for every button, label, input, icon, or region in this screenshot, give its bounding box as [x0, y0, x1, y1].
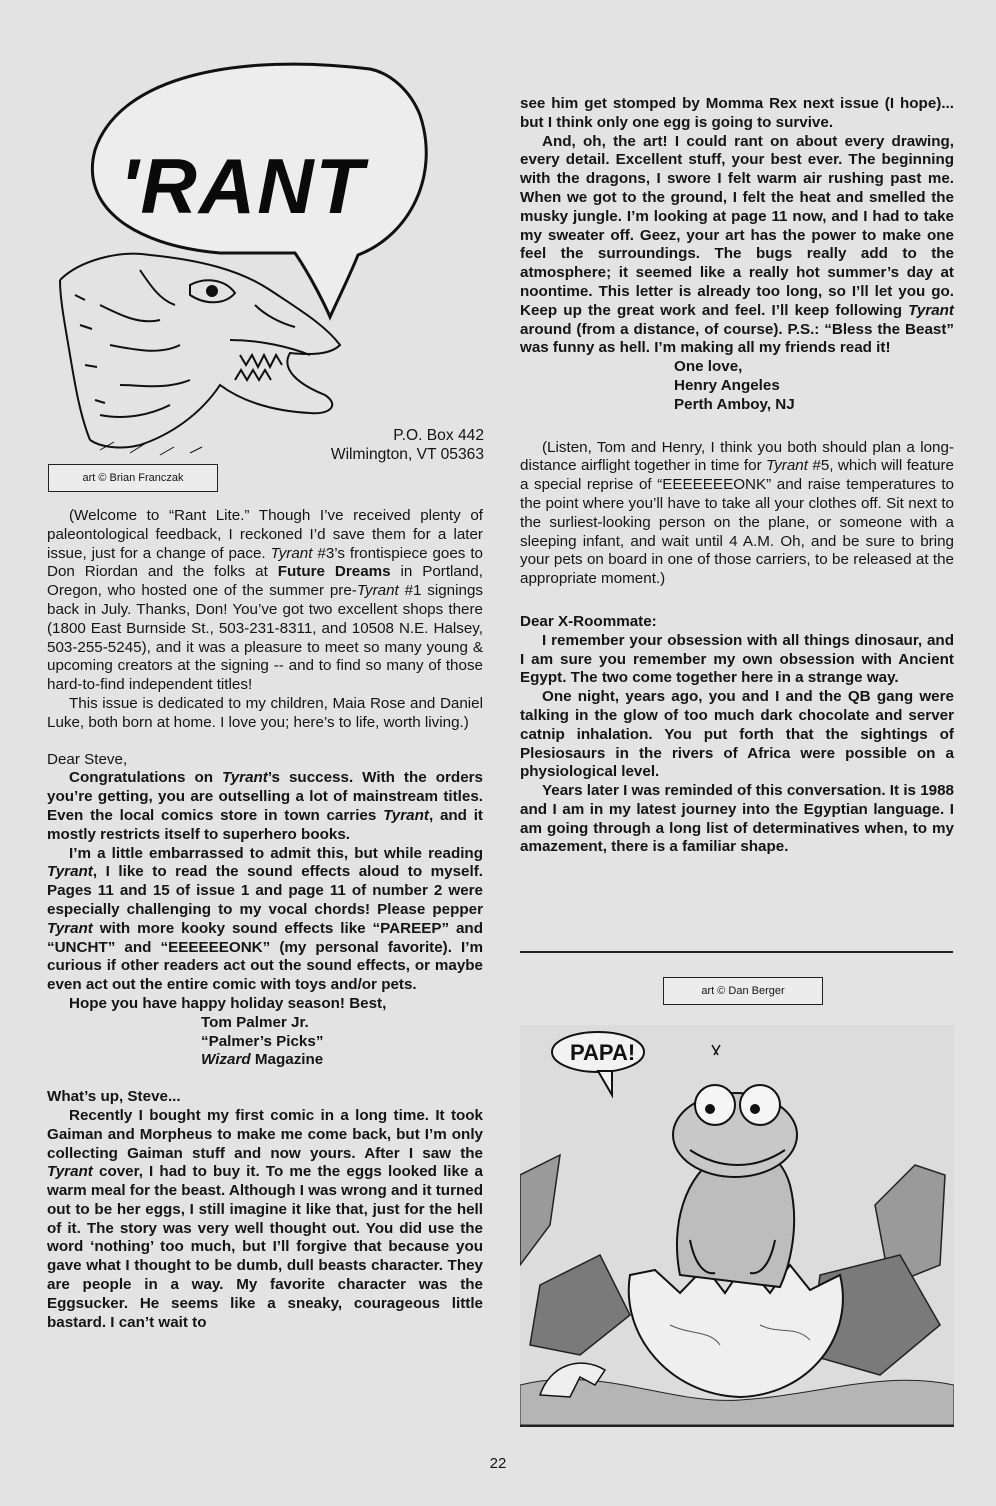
letter1-paragraph-1	[47, 769, 483, 844]
magazine-word: Magazine	[250, 1051, 324, 1069]
letter1-paragraph-3: Hope you have happy holiday season! Best,	[69, 994, 387, 1012]
text-run: ’s success. With the orders you’re getting, you are outselling a lot of mainstream titles. Even the local comics store in town carries	[47, 769, 483, 824]
intro-paragraph-1	[47, 507, 483, 695]
left-column	[47, 507, 483, 1332]
letter2-signature-closing: One love,	[674, 358, 743, 376]
text-run: , I like to read the sound effects aloud to myself. Pages 11 and 15 of issue 1 and page 11 of number 2 were especially challenging to my vocal chords! Please pepper	[47, 863, 483, 918]
section-divider	[520, 951, 953, 953]
text-run: in Portland, Oregon, who hosted one of the summer pre-	[47, 563, 483, 600]
page-number: 22	[489, 1455, 507, 1472]
address-line-1: P.O. Box 442	[393, 427, 484, 444]
text-run: around (from a distance, of course). P.S.: “Bless the Beast” was funny as hell. I’m making all my friends read it!	[520, 320, 954, 357]
art-credit-franczak: art © Brian Franczak	[48, 464, 218, 492]
letter2-continuation: see him get stomped by Momma Rex next issue (I hope)... but I think only one egg is going to survive.	[520, 95, 954, 131]
bottom-art-frame-line	[520, 1425, 954, 1427]
letter1-signature-magazine	[47, 1051, 483, 1070]
text-run: #1 signings back in July. Thanks, Don! You’ve got two excellent shops there (1800 East Burnside St., 503-231-8311, and 10508 N.E. Halsey, 503-255-5245), and it was a pleasure to meet so many young & upcoming creators at the signing -- and to find so many of those hard-to-find independent titles!	[47, 582, 483, 694]
letter3-paragraph-2: One night, years ago, you and I and the QB gang were talking in the glow of too much dark chocolate and server catnip inhalation. You put forth that the sightings of Plesiosaurs in the rivers of Africa were possible on a physiological level.	[520, 688, 954, 781]
letter2-paragraph-1	[47, 1107, 483, 1333]
italic-title: Tyrant	[47, 863, 93, 881]
italic-title: Tyrant	[766, 457, 808, 475]
letter3-paragraph-1: I remember your obsession with all things dinosaur, and I am sure you remember my own obsession with Ancient Egypt. The two come together here in a strange way.	[520, 631, 954, 687]
letter1-signature-column: “Palmer’s Picks”	[201, 1032, 324, 1050]
italic-title: Tyrant	[47, 919, 93, 937]
italic-title: Tyrant	[222, 769, 268, 787]
t-rex-head-illustration	[60, 254, 340, 448]
papa-speech-text: PAPA!	[570, 1040, 636, 1065]
wizard-title: Wizard	[201, 1051, 251, 1069]
mailing-address	[298, 426, 484, 464]
letter2-salutation: What’s up, Steve...	[47, 1088, 181, 1106]
rant-header-illustration	[40, 55, 440, 460]
letter1-salutation: Dear Steve,	[47, 750, 128, 768]
text-run: , and it mostly restricts itself to superhero books.	[47, 806, 483, 843]
text-run: I’m a little embarrassed to admit this, but while reading	[69, 844, 483, 862]
text-run: (Listen, Tom and Henry, I think you both should plan a long-distance airflight together in time for	[520, 438, 954, 475]
text-run: Recently I bought my first comic in a long time. It took Gaiman and Morpheus to make me come back, but I’m only collecting Gaiman stuff and now yours. After I saw the	[47, 1106, 483, 1162]
right-column	[520, 95, 954, 857]
text-run: cover, I had to buy it. To me the eggs looked like a warm meal for the beast. Although I was wrong and it turned out to be her eggs, I still imagine it like that, just for the hell of it. The story was very well thought out. You did use the word ‘nothing’ too much, but I’ll forgive that because you gave what I thought to be dumb, dull beasts character. They are people in a way. My favorite character was the Eggsucker. He seems like a sneaky, courageous little bastard. I can’t wait to	[47, 1163, 483, 1331]
art-credit-berger: art © Dan Berger	[663, 977, 823, 1005]
letter3-paragraph-3: Years later I was reminded of this conversation. It is 1988 and I am in my latest journey into the Egyptian language. I am going through a long list of determinatives when, to my amazement, there is a familiar shape.	[520, 782, 954, 856]
address-line-2: Wilmington, VT 05363	[330, 446, 484, 463]
text-run: #5, which will feature a special reprise of “EEEEEEEONK” and raise temperatures to the point where you’ll have to take all your clothes off. Sit next to the surliest-looking person on the plane, or someone with a sleeping infant, and wait until 4 A.M. Oh, and be sure to bring your pets on board in one of those carriers, to be released at the appropriate moment.)	[520, 457, 954, 588]
text-run: with more kooky sound effects like “PAREEP” and “UNCHT” and “EEEEEEONK” (my personal favorite). I’m curious if other readers act out the sound effects, or maybe even act out the entire comic with toys and/or pets.	[47, 919, 483, 994]
letter1-signature-name: Tom Palmer Jr.	[201, 1013, 309, 1031]
intro-paragraph-2: This issue is dedicated to my children, Maia Rose and Daniel Luke, both born at home. I love you; here’s to life, worth living.)	[47, 694, 483, 731]
text-run: Congratulations on	[69, 769, 223, 787]
italic-title: Tyrant	[47, 1163, 93, 1181]
italic-title: Tyrant	[908, 301, 954, 319]
letter2-signature-location: Perth Amboy, NJ	[674, 395, 795, 413]
italic-title: Tyrant	[270, 544, 313, 562]
hatchling-illustration	[520, 1025, 954, 1425]
text-run: (Welcome to “Rant Lite.” Though I’ve received plenty of paleontological feedback, I reckoned I’d save them for a later issue, just for a change of pace.	[47, 507, 483, 562]
bold-text: Future Dreams	[277, 563, 391, 581]
letter2-signature-name: Henry Angeles	[674, 376, 780, 394]
editor-response	[520, 439, 954, 589]
rant-logo: 'RANT	[120, 142, 366, 230]
italic-title: Tyrant	[356, 582, 399, 600]
letter2-paragraph-2	[520, 133, 954, 359]
letter3-salutation: Dear X-Roommate:	[520, 612, 657, 630]
text-run: #3’s frontispiece goes to Don Riordan and the folks at	[47, 544, 483, 581]
italic-title: Tyrant	[383, 806, 429, 824]
letter1-paragraph-2	[47, 845, 483, 995]
text-run: And, oh, the art! I could rant on about every drawing, every detail. Excellent stuff, your best ever. The beginning with the dragons, I swore I felt warm air rushing past me. When we got to the ground, I felt the heat and smelled the musky jungle. I’m looking at page 11 now, and I had to take my sweater off. Geez, your art has the power to make one feel the surroundings. The bugs really add to the atmosphere; it seemed like a really hot summer’s day at noontime. This letter is already too long, so I’ll let you go. Keep up the great work and feel. I’ll keep following	[520, 132, 954, 319]
